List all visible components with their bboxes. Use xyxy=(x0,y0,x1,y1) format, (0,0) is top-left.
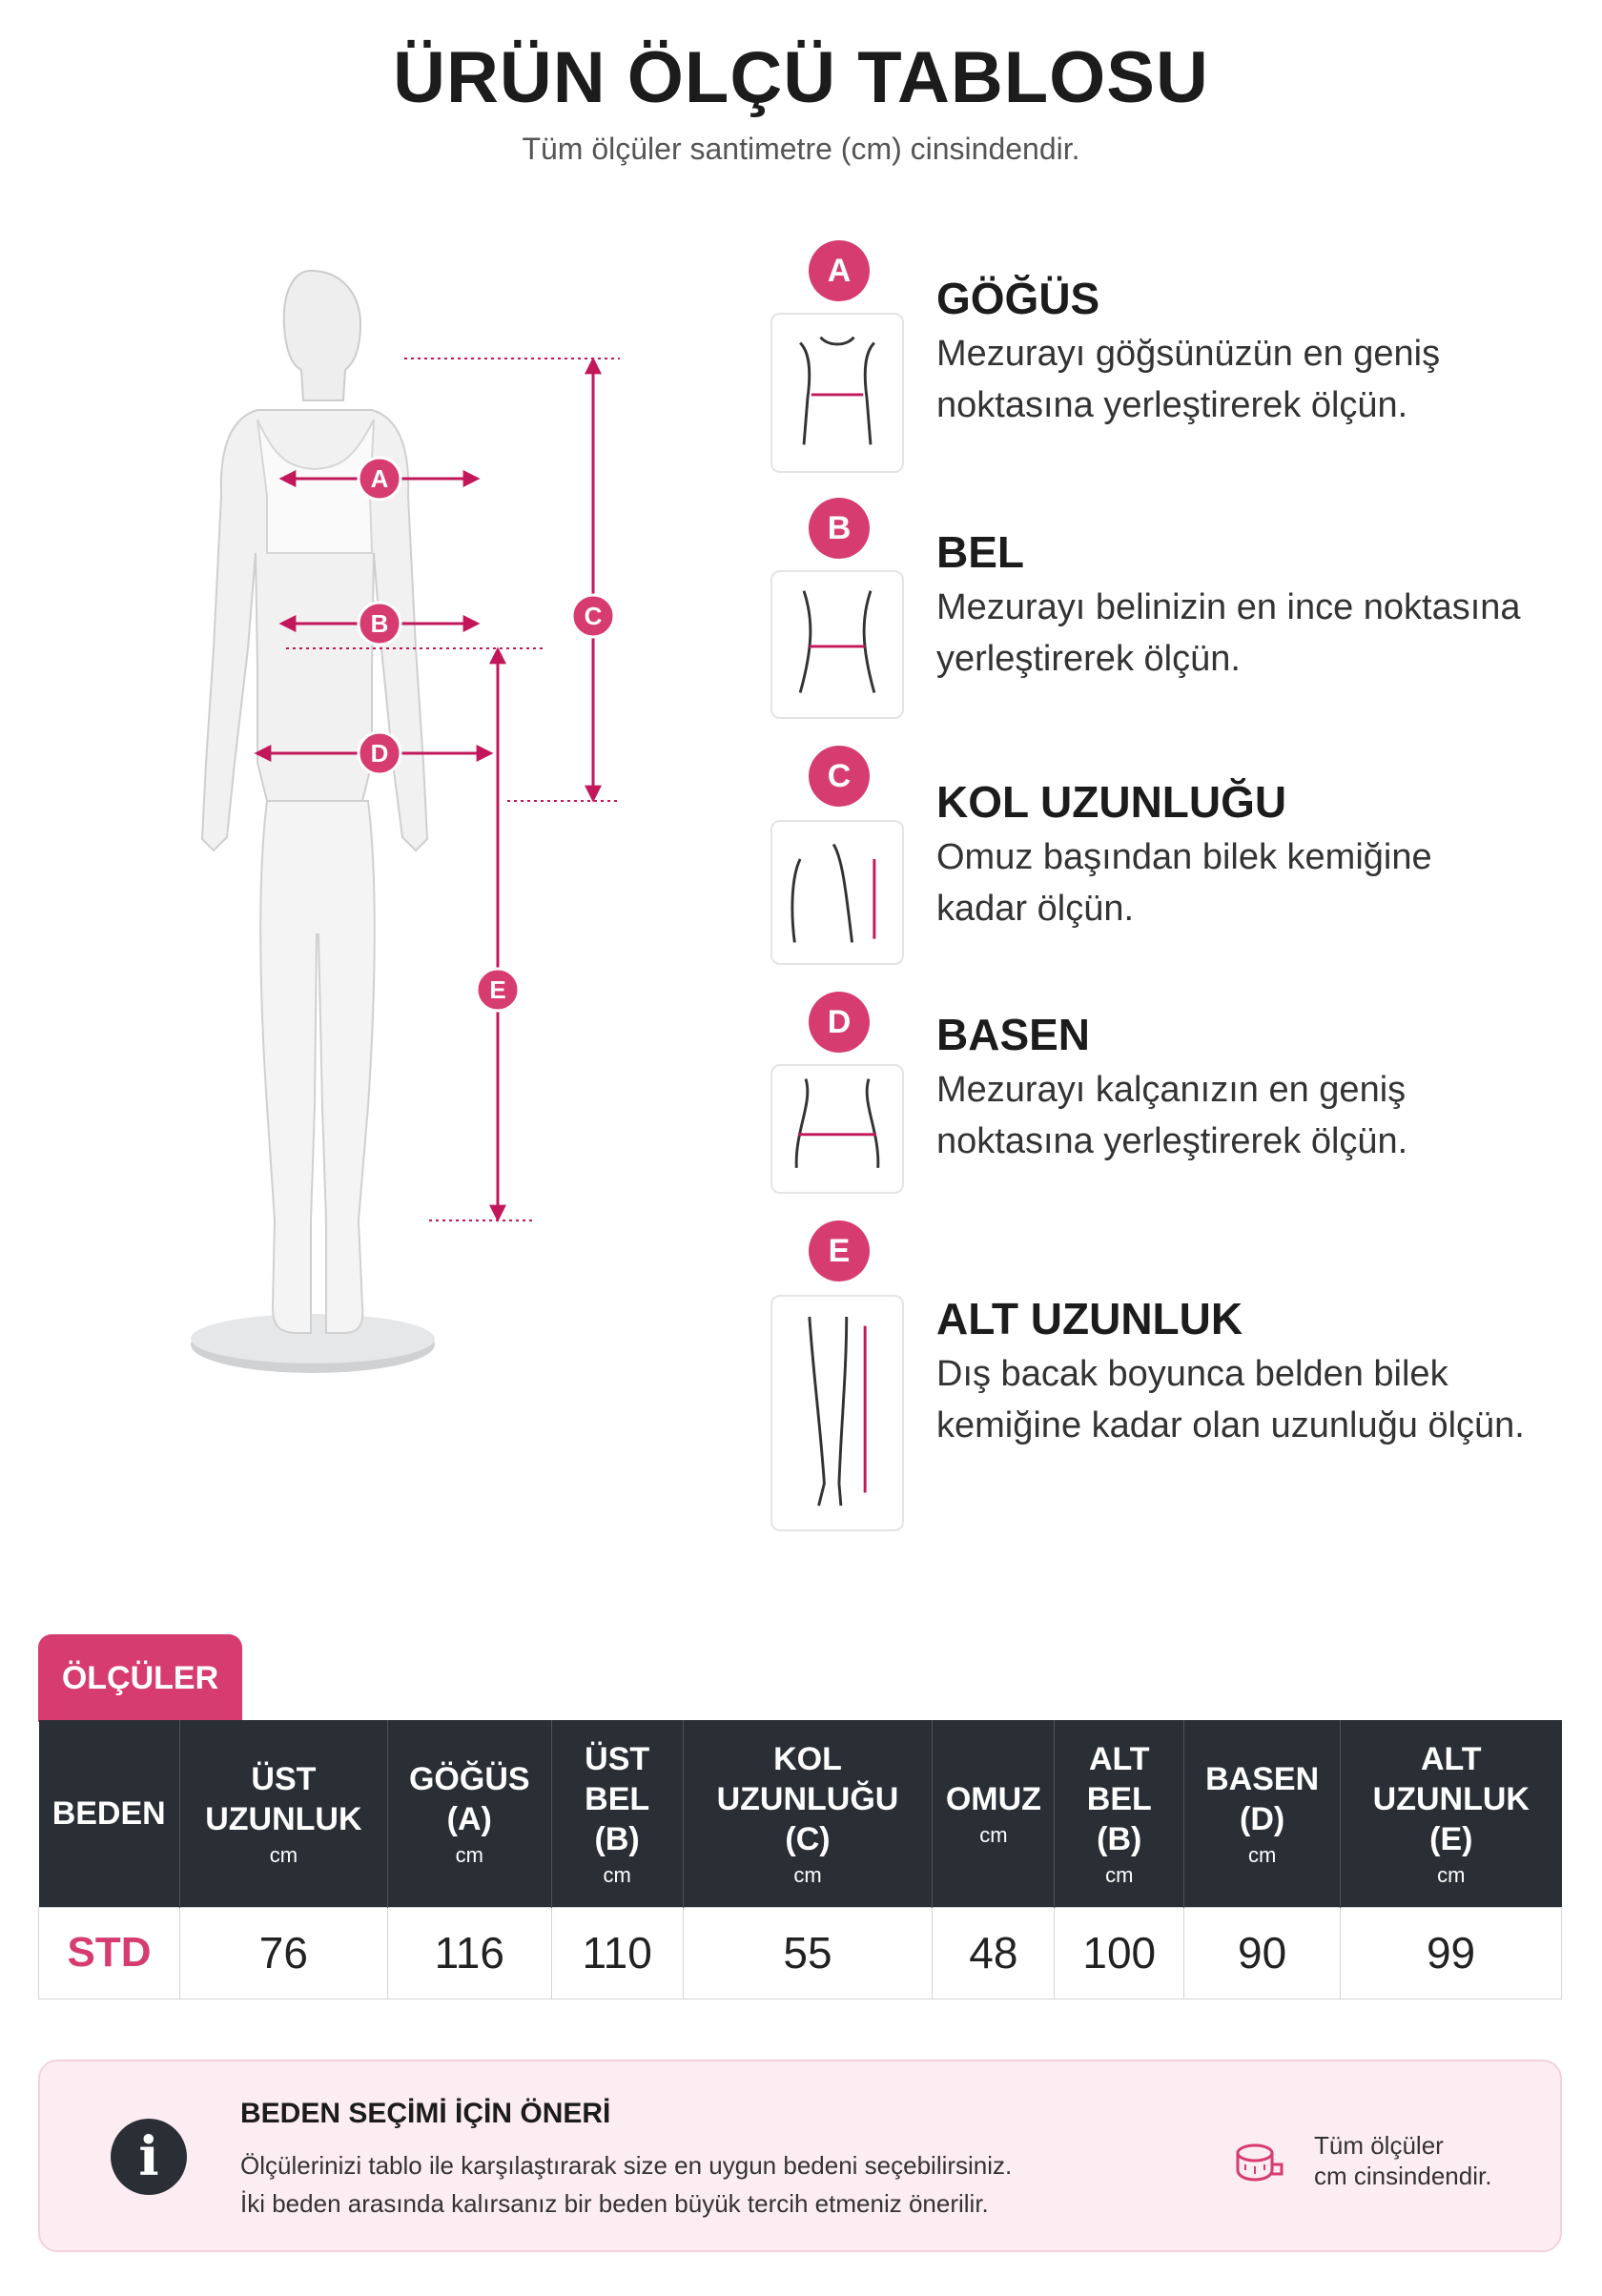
table-tab-label: ÖLÇÜLER xyxy=(38,1634,242,1722)
svg-text:A: A xyxy=(370,464,389,493)
figure-marker-e xyxy=(477,969,519,1011)
measuring-tape-icon xyxy=(1232,2136,1285,2189)
measurement-desc-line-1: Mezurayı belinizin en ince noktasına xyxy=(936,587,1521,627)
unit-note: Tüm ölçüler cm cinsindendir. xyxy=(1314,2131,1492,2190)
figure-marker-a xyxy=(359,458,400,500)
badge-b: B xyxy=(809,498,870,559)
measurement-title: GÖĞÜS xyxy=(936,274,1100,323)
svg-text:D: D xyxy=(370,739,389,768)
measurement-title: KOL UZUNLUĞU xyxy=(936,777,1287,827)
measurement-desc-line-2: yerleştirerek ölçün. xyxy=(936,639,1241,679)
recommendation-title: BEDEN SEÇİMİ İÇİN ÖNERİ xyxy=(240,2098,611,2129)
badge-a: A xyxy=(809,240,870,301)
measurement-desc-line-1: Dış bacak boyunca belden bilek xyxy=(936,1354,1448,1394)
info-icon: i xyxy=(111,2119,187,2195)
value-cell: 90 xyxy=(1184,1907,1341,1999)
value-cell: 48 xyxy=(933,1907,1055,1999)
figure-marker-d xyxy=(359,732,400,774)
mannequin-figure xyxy=(114,267,648,1392)
hip-outline-icon xyxy=(770,1064,904,1194)
column-header-top-length: ÜST UZUNLUK cm xyxy=(179,1720,387,1907)
measurement-desc-line-2: kemiğine kadar olan uzunluğu ölçün. xyxy=(936,1405,1525,1445)
value-cell: 55 xyxy=(683,1907,933,1999)
recommendation-box xyxy=(38,2060,1562,2252)
leg-outline-icon xyxy=(770,1295,904,1531)
figure-marker-c xyxy=(572,595,614,637)
measurement-title: BEL xyxy=(936,527,1024,577)
measurement-desc-line-2: noktasına yerleştirerek ölçün. xyxy=(936,385,1408,425)
value-cell: 116 xyxy=(387,1907,551,1999)
measurement-desc-line-1: Mezurayı göğsünüzün en geniş xyxy=(936,334,1441,374)
size-cell: STD xyxy=(39,1907,180,1999)
arm-outline-icon xyxy=(770,820,904,965)
page-subtitle: Tüm ölçüler santimetre (cm) cinsindendir. xyxy=(522,132,1080,166)
measurement-desc-line-2: kadar ölçün. xyxy=(936,889,1135,929)
column-header-hip: BASEN (D) cm xyxy=(1184,1720,1341,1907)
value-cell: 100 xyxy=(1055,1907,1184,1999)
badge-d: D xyxy=(809,992,870,1053)
chest-outline-icon xyxy=(770,313,904,473)
figure-marker-b xyxy=(359,603,400,645)
column-header-chest: GÖĞÜS (A) cm xyxy=(387,1720,551,1907)
svg-text:C: C xyxy=(584,602,603,630)
recommendation-line-2: İki beden arasında kalırsanız bir beden büyük tercih etmeniz önerilir. xyxy=(240,2189,989,2218)
badge-c: C xyxy=(809,746,870,807)
svg-text:E: E xyxy=(489,975,506,1004)
table-row xyxy=(39,1907,1562,1999)
recommendation-line-1: Ölçülerinizi tablo ile karşılaştırarak size en uygun bedeni seçebilirsiniz. xyxy=(240,2151,1013,2180)
column-header-bottom-length: ALT UZUNLUK (E) cm xyxy=(1341,1720,1562,1907)
measurement-desc-line-2: noktasına yerleştirerek ölçün. xyxy=(936,1121,1408,1161)
value-cell: 110 xyxy=(551,1907,683,1999)
page-title: ÜRÜN ÖLÇÜ TABLOSU xyxy=(393,37,1209,118)
value-cell: 99 xyxy=(1341,1907,1562,1999)
table-header-row xyxy=(39,1720,1562,1907)
measurement-desc-line-1: Omuz başından bilek kemiğine xyxy=(936,837,1432,877)
badge-e: E xyxy=(809,1220,870,1281)
measurement-title: BASEN xyxy=(936,1010,1091,1059)
mannequin-illustration xyxy=(114,267,648,1392)
svg-text:B: B xyxy=(370,609,389,638)
column-header-upper-waist: ÜST BEL (B) cm xyxy=(551,1720,683,1907)
column-header-size: BEDEN xyxy=(39,1720,180,1907)
column-header-sleeve-length: KOL UZUNLUĞU (C) cm xyxy=(683,1720,933,1907)
column-header-lower-waist: ALT BEL (B) cm xyxy=(1055,1720,1184,1907)
measurement-desc-line-1: Mezurayı kalçanızın en geniş xyxy=(936,1070,1407,1110)
value-cell: 76 xyxy=(179,1907,387,1999)
waist-outline-icon xyxy=(770,570,904,719)
size-table xyxy=(38,1720,1562,1999)
column-header-shoulder: OMUZ cm xyxy=(933,1720,1055,1907)
measurement-title: ALT UZUNLUK xyxy=(936,1294,1243,1343)
